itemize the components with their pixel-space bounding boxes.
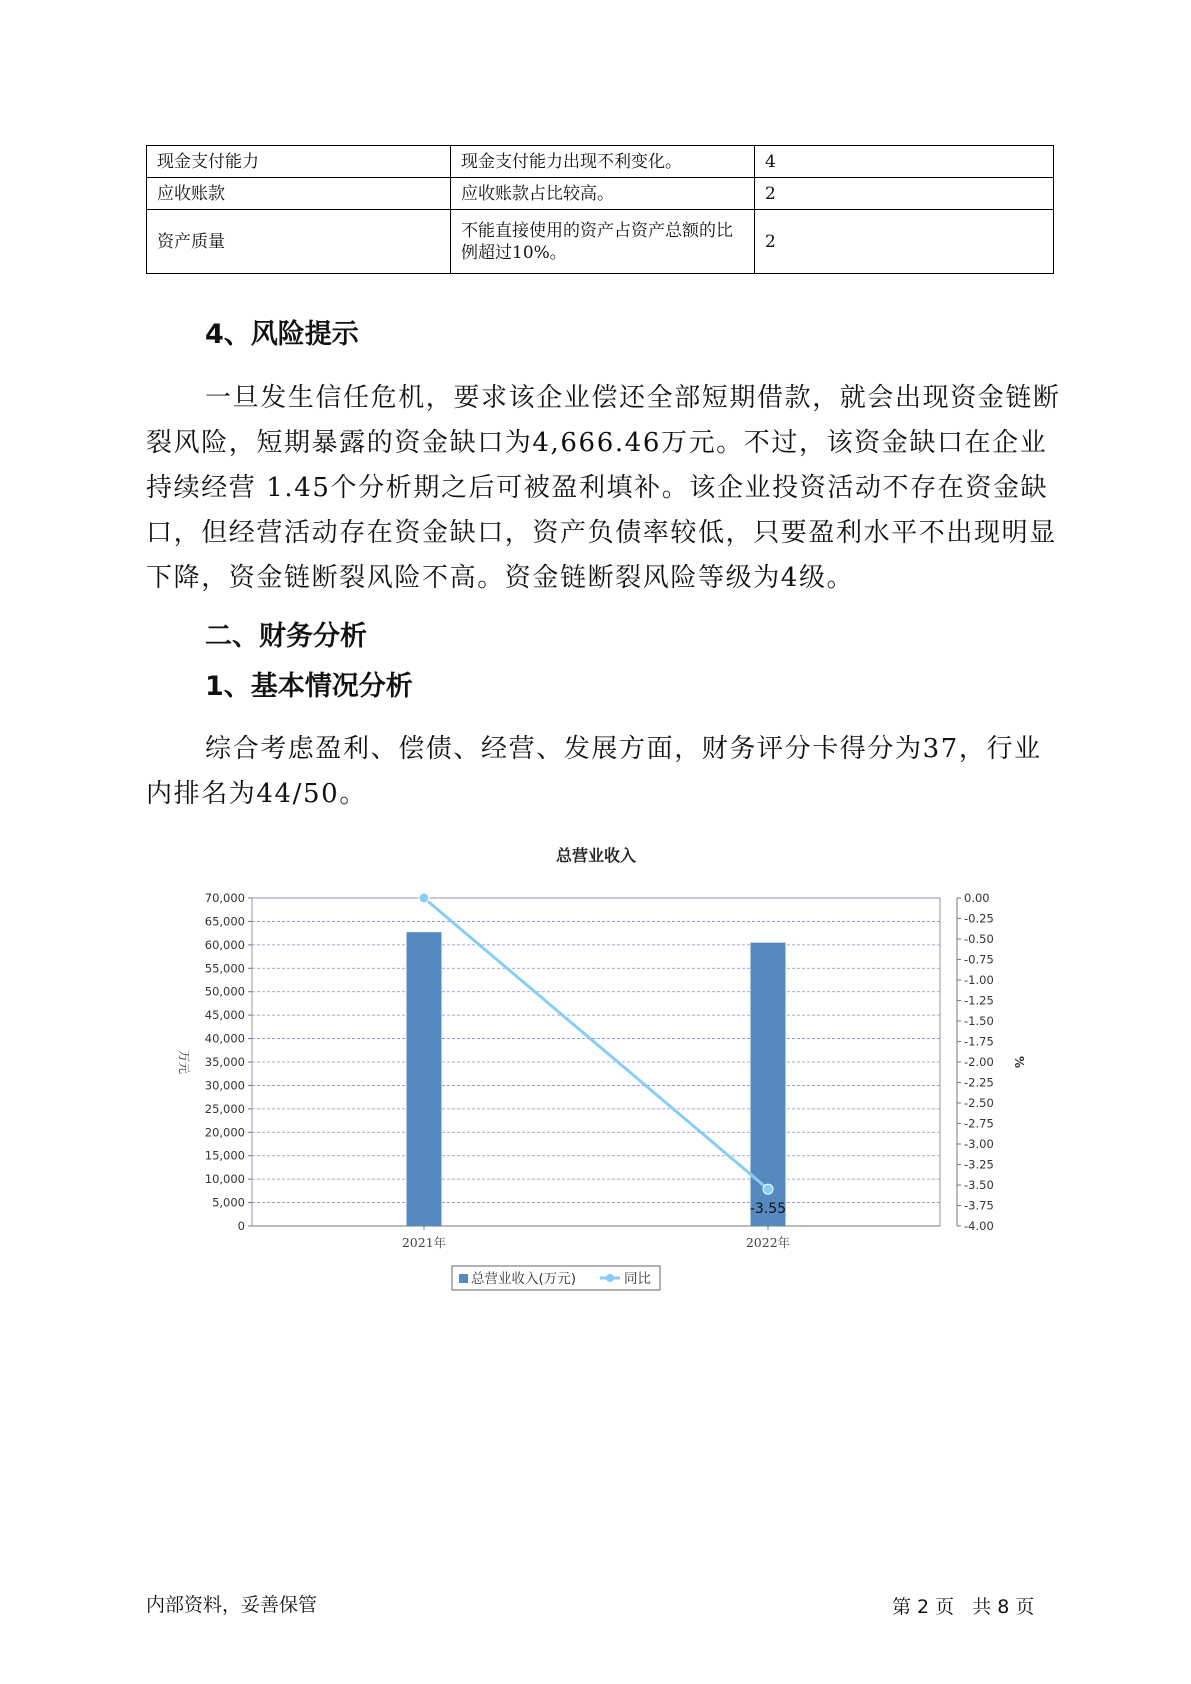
finance-heading: 二、财务分析 [205, 621, 367, 652]
right-axis-tick-label: -2.00 [964, 1055, 994, 1069]
right-axis-tick-label: -4.00 [964, 1219, 994, 1233]
right-axis-tick-label: -3.25 [964, 1157, 994, 1172]
table-row [147, 210, 1054, 274]
footer-page-info [892, 1592, 1040, 1619]
yoy-point [763, 1184, 773, 1194]
right-axis-tick-label: 0.00 [964, 891, 990, 905]
table-cell-item: 现金支付能力 [147, 146, 451, 178]
left-axis-tick-label: 70,000 [204, 891, 245, 905]
table-cell-score: 4 [755, 146, 1054, 178]
footer-confidential-note: 内部资料，妥善保管 [146, 1594, 318, 1616]
table-row [147, 146, 1054, 178]
right-axis-tick-label: -2.75 [964, 1116, 994, 1131]
right-axis-tick-label: -0.50 [964, 932, 994, 946]
table-row [147, 178, 1054, 210]
legend-bar-label: 总营业收入(万元) [471, 1271, 577, 1287]
left-axis-tick-label: 25,000 [204, 1101, 245, 1116]
category-label: 2021年 [401, 1235, 447, 1250]
right-axis-tick-label: -3.75 [964, 1198, 994, 1213]
left-axis-tick-label: 60,000 [204, 937, 245, 952]
total-prefix: 共 [972, 1596, 992, 1618]
left-axis-label: 万元 [177, 1049, 191, 1075]
table-cell-desc: 应收账款占比较高。 [451, 178, 755, 210]
right-axis-tick-label: -2.25 [964, 1075, 994, 1090]
basic-heading: 1、基本情况分析 [205, 671, 413, 702]
total-pages: 8 [997, 1596, 1010, 1618]
plot-area-border [252, 898, 940, 1226]
legend-line-marker [606, 1274, 614, 1282]
table-cell-desc: 现金支付能力出现不利变化。 [451, 146, 755, 178]
risk-heading: 4、风险提示 [205, 319, 359, 350]
yoy-point [419, 893, 429, 903]
category-label: 2022年 [745, 1235, 791, 1250]
right-axis-tick-label: -2.50 [964, 1096, 994, 1110]
right-axis-tick-label: -1.75 [964, 1034, 994, 1049]
left-axis-tick-label: 55,000 [204, 961, 245, 976]
left-axis-tick-label: 30,000 [204, 1078, 245, 1093]
table-cell-desc: 不能直接使用的资产占资产总额的比例超过10%。 [451, 210, 755, 274]
legend-bar-swatch [459, 1274, 468, 1283]
revenue-bar [407, 932, 442, 1226]
page-prefix: 第 [892, 1596, 912, 1618]
page-number: 2 [917, 1596, 930, 1618]
revenue-bar [751, 943, 786, 1226]
risk-indicator-table [146, 145, 1054, 274]
table-cell-item: 应收账款 [147, 178, 451, 210]
left-axis-tick-label: 65,000 [204, 914, 245, 929]
table-cell-item: 资产质量 [147, 210, 451, 274]
right-axis-tick-label: -0.75 [964, 952, 994, 967]
left-axis-tick-label: 35,000 [204, 1055, 245, 1069]
left-axis-tick-label: 0 [237, 1219, 245, 1233]
legend-line-label: 同比 [624, 1271, 651, 1287]
left-axis-tick-label: 40,000 [204, 1031, 245, 1046]
left-axis-tick-label: 10,000 [204, 1172, 245, 1187]
right-axis-label: % [1012, 1055, 1026, 1069]
revenue-chart [170, 840, 1030, 1300]
right-axis-tick-label: -1.00 [964, 973, 994, 987]
revenue-chart-svg [170, 840, 1030, 1300]
right-axis-tick-label: -0.25 [964, 911, 994, 926]
left-axis-tick-label: 15,000 [204, 1148, 245, 1163]
left-axis-tick-label: 5,000 [212, 1195, 245, 1210]
yoy-line [424, 898, 768, 1189]
left-axis-tick-label: 45,000 [204, 1008, 245, 1023]
right-axis-tick-label: -1.50 [964, 1014, 994, 1028]
page-mid: 页 [935, 1596, 955, 1618]
left-axis-tick-label: 50,000 [204, 984, 245, 999]
yoy-data-label: -3.55 [749, 1201, 787, 1218]
basic-paragraph: 综合考虑盈利、偿债、经营、发展方面，财务评分卡得分为37，行业内排名为44/50。 [146, 734, 1042, 809]
right-axis-tick-label: -3.00 [964, 1137, 994, 1151]
right-axis-tick-label: -3.50 [964, 1178, 994, 1192]
table-cell-score: 2 [755, 210, 1054, 274]
risk-paragraph: 一旦发生信任危机，要求该企业偿还全部短期借款，就会出现资金链断裂风险，短期暴露的资金缺口为4,666.46万元。不过，该资金缺口在企业持续经营 1.45个分析期之后可被盈利填补。该企业投资活动不存在资金缺口，但经营活动存在资金缺口，资产负债率较低，只要盈利水平不出现明显下降，资金链断裂风险不高。资金链断裂风险等级为4级。 [146, 383, 1061, 593]
total-suffix: 页 [1015, 1596, 1035, 1618]
chart-title: 总营业收入 [555, 846, 637, 865]
right-axis-tick-label: -1.25 [964, 993, 994, 1008]
table-cell-score: 2 [755, 178, 1054, 210]
left-axis-tick-label: 20,000 [204, 1125, 245, 1140]
